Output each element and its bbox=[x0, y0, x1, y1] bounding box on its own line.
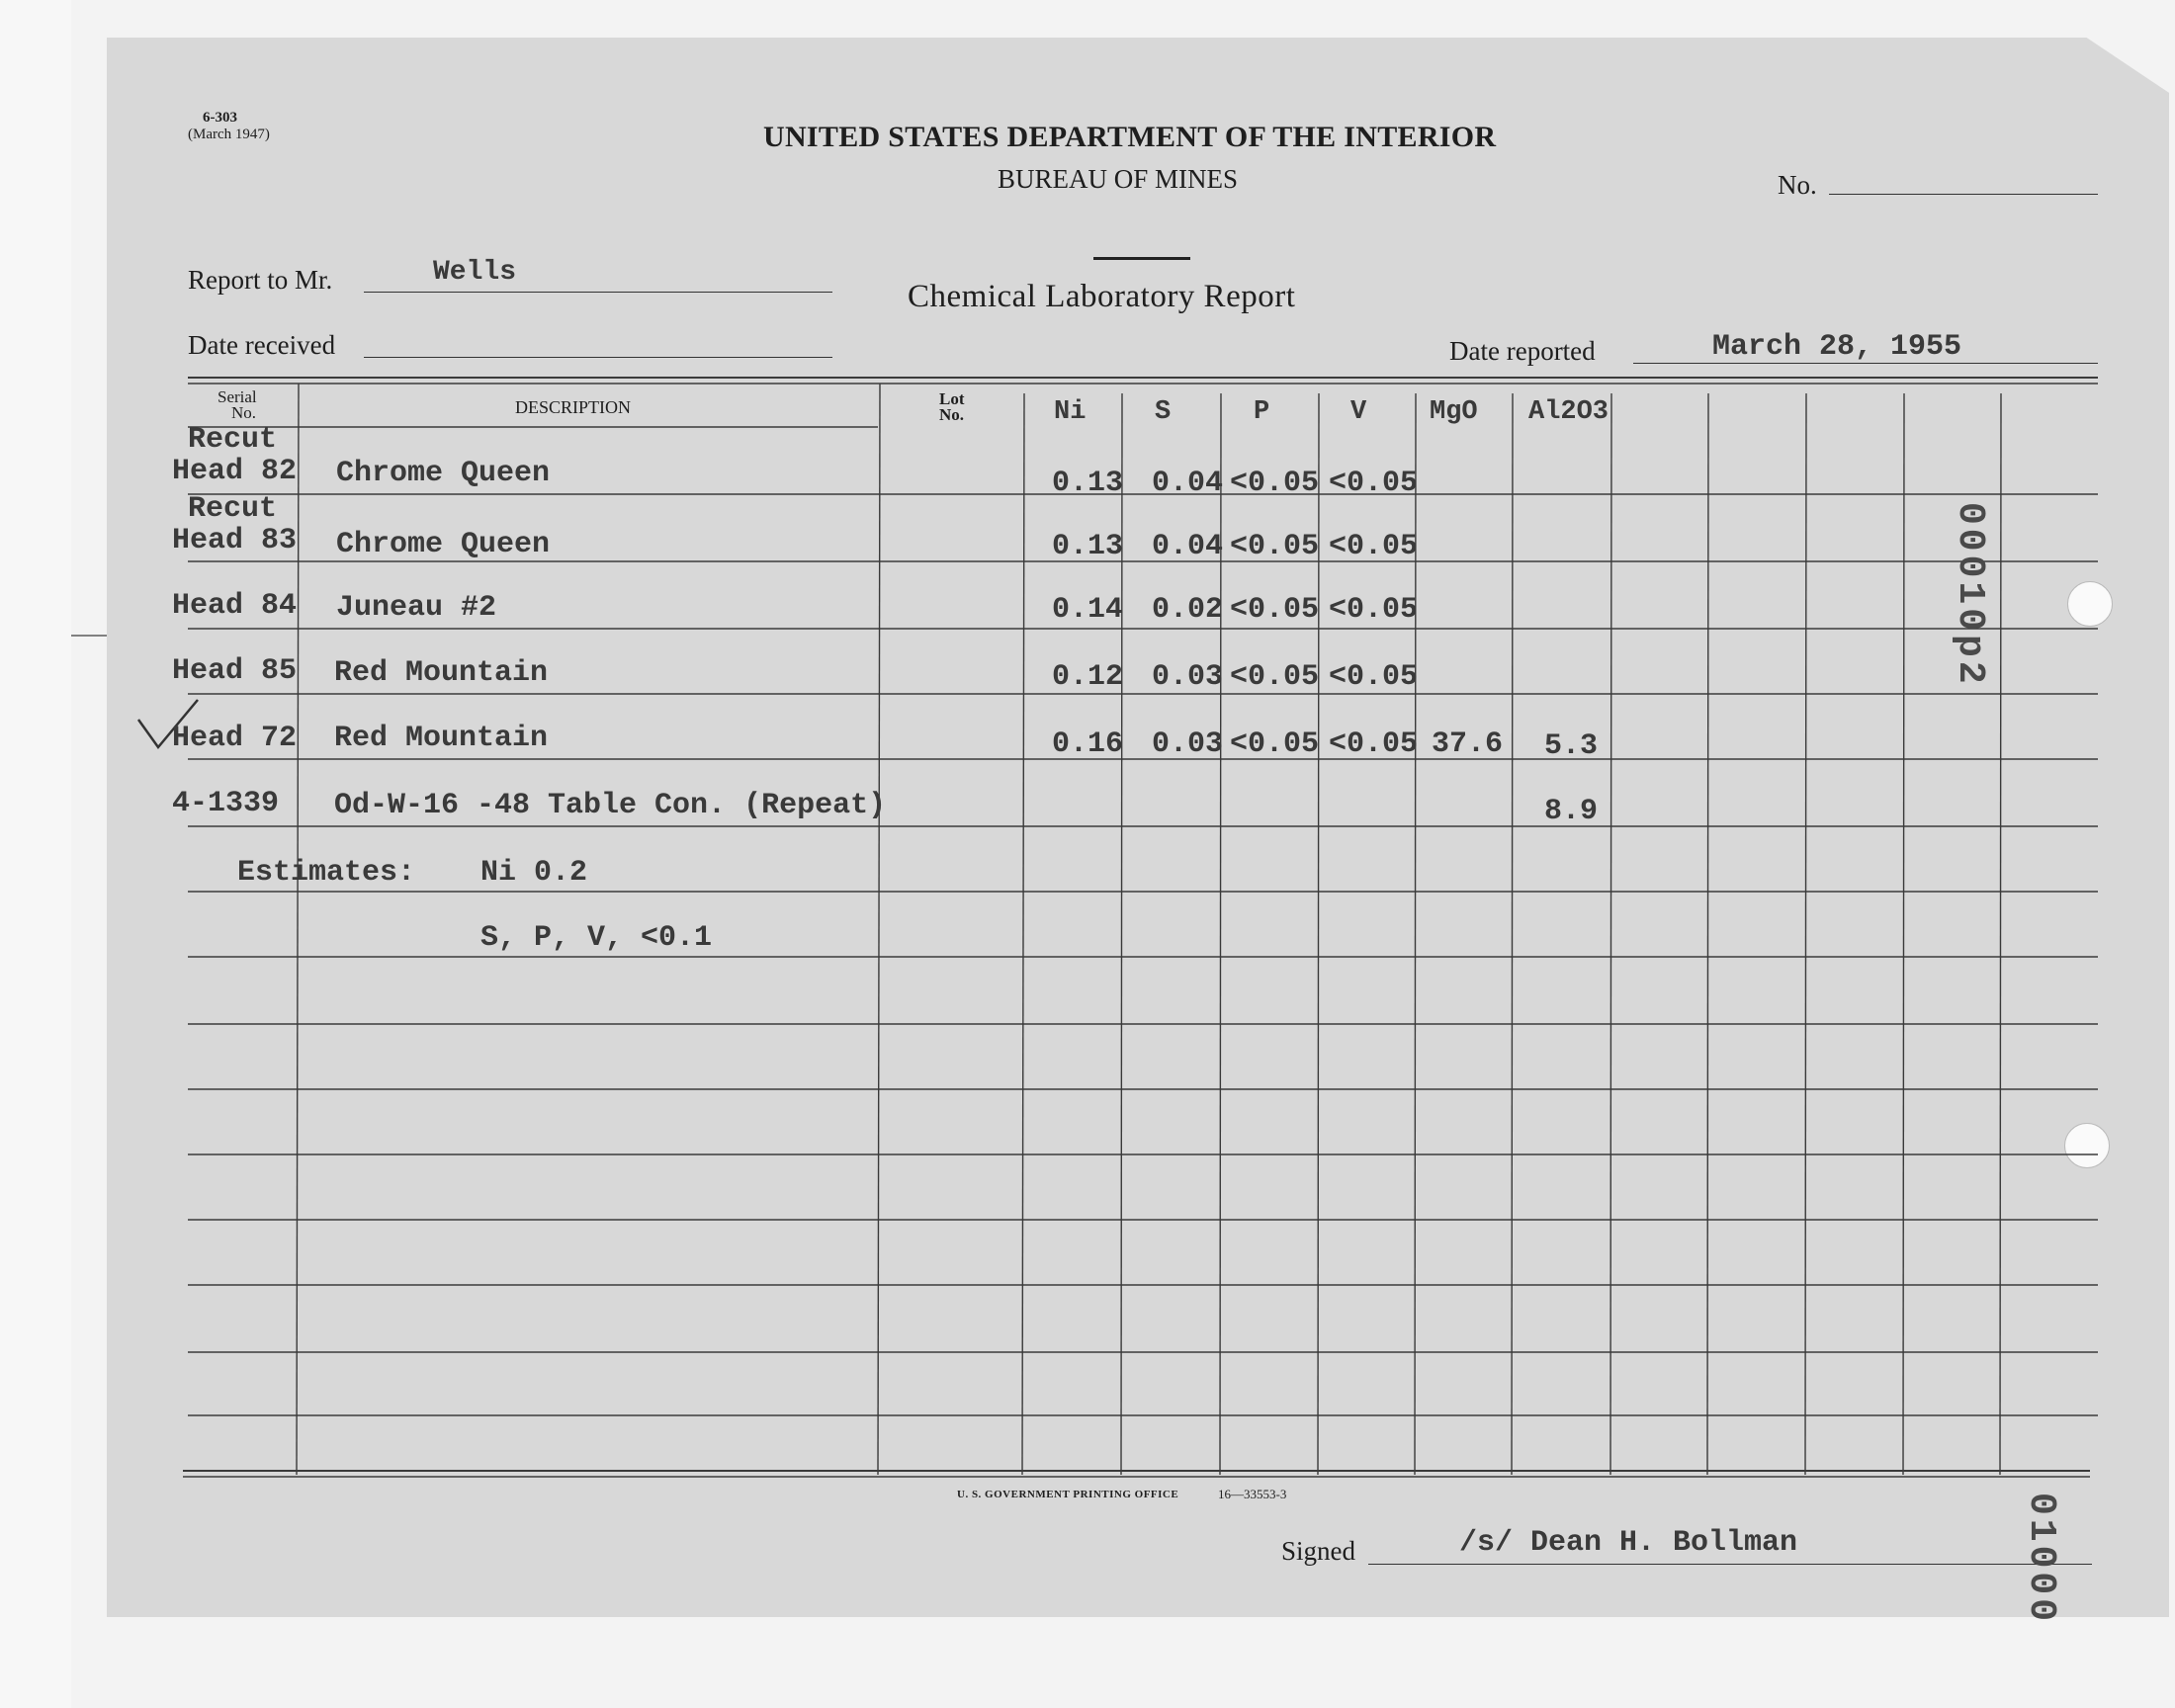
row-3-p: <0.05 bbox=[1230, 593, 1320, 627]
row-1-p: <0.05 bbox=[1230, 467, 1320, 500]
header-description: DESCRIPTION bbox=[515, 397, 632, 417]
estimates-spv: S, P, V, <0.1 bbox=[480, 921, 713, 955]
bottom-number-stamp: 01000 bbox=[2020, 1493, 2062, 1626]
row-2-ni: 0.13 bbox=[1052, 530, 1124, 563]
header-p: P bbox=[1254, 397, 1270, 427]
header-lot-2: No. bbox=[939, 405, 965, 424]
row-4-ni: 0.12 bbox=[1052, 660, 1124, 694]
form-number: 6-303 bbox=[203, 110, 237, 126]
row-5-serial: Head 72 bbox=[172, 722, 298, 755]
row-5-mgo: 37.6 bbox=[1432, 727, 1504, 761]
header-al2o3: Al2O3 bbox=[1528, 397, 1610, 427]
row-5-s: 0.03 bbox=[1152, 727, 1224, 761]
row-6-serial: 4-1339 bbox=[172, 787, 280, 820]
row-1-serial-top: Recut bbox=[188, 423, 278, 457]
header-v: V bbox=[1350, 397, 1367, 427]
report-title: Chemical Laboratory Report bbox=[908, 279, 1296, 314]
row-3-ni: 0.14 bbox=[1052, 593, 1124, 627]
row-5-ni: 0.16 bbox=[1052, 727, 1124, 761]
signed-line bbox=[1368, 1564, 2092, 1565]
row-4-s: 0.03 bbox=[1152, 660, 1224, 694]
row-1-v: <0.05 bbox=[1329, 467, 1419, 500]
number-label: No. bbox=[1778, 170, 1817, 200]
signed-label: Signed bbox=[1281, 1536, 1356, 1566]
bureau-heading: BUREAU OF MINES bbox=[998, 164, 1239, 194]
row-1-description: Chrome Queen bbox=[336, 457, 551, 490]
row-4-description: Red Mountain bbox=[334, 656, 549, 690]
row-1-s: 0.04 bbox=[1152, 467, 1224, 500]
estimates-ni: Ni 0.2 bbox=[480, 856, 588, 890]
row-6-description: Od-W-16 -48 Table Con. (Repeat) bbox=[334, 789, 887, 822]
report-to-value: Wells bbox=[433, 257, 517, 288]
row-3-serial: Head 84 bbox=[172, 589, 298, 623]
row-2-serial: Head 83 bbox=[172, 524, 298, 557]
row-5-al2o3: 5.3 bbox=[1544, 729, 1599, 763]
report-to-label: Report to Mr. bbox=[188, 265, 333, 295]
row-5-p: <0.05 bbox=[1230, 727, 1320, 761]
header-lot-1: Lot bbox=[939, 389, 965, 408]
row-2-p: <0.05 bbox=[1230, 530, 1320, 563]
date-reported-label: Date reported bbox=[1449, 336, 1596, 366]
row-2-serial-top: Recut bbox=[188, 492, 278, 526]
row-4-p: <0.05 bbox=[1230, 660, 1320, 694]
row-3-description: Juneau #2 bbox=[336, 591, 497, 625]
department-heading: UNITED STATES DEPARTMENT OF THE INTERIOR bbox=[763, 121, 1497, 153]
signed-value: /s/ Dean H. Bollman bbox=[1459, 1526, 1798, 1560]
row-2-v: <0.05 bbox=[1329, 530, 1419, 563]
row-4-v: <0.05 bbox=[1329, 660, 1419, 694]
printing-office: U. S. GOVERNMENT PRINTING OFFICE bbox=[957, 1489, 1179, 1500]
row-5-v: <0.05 bbox=[1329, 727, 1419, 761]
date-received-label: Date received bbox=[188, 330, 336, 360]
header-ni: Ni bbox=[1054, 397, 1087, 427]
header-mgo: MgO bbox=[1430, 397, 1478, 427]
row-4-serial: Head 85 bbox=[172, 654, 298, 688]
row-1-ni: 0.13 bbox=[1052, 467, 1124, 500]
row-6-al2o3: 8.9 bbox=[1544, 795, 1599, 828]
row-1-serial: Head 82 bbox=[172, 455, 298, 488]
form-date: (March 1947) bbox=[188, 127, 270, 142]
estimates-label: Estimates: bbox=[237, 856, 416, 890]
header-serial-2: No. bbox=[231, 403, 257, 422]
row-5-description: Red Mountain bbox=[334, 722, 549, 755]
row-3-v: <0.05 bbox=[1329, 593, 1419, 627]
row-2-description: Chrome Queen bbox=[336, 528, 551, 561]
print-code: 16—33553-3 bbox=[1218, 1487, 1287, 1501]
row-2-s: 0.04 bbox=[1152, 530, 1224, 563]
row-3-s: 0.02 bbox=[1152, 593, 1224, 627]
header-serial-1: Serial bbox=[218, 387, 257, 406]
date-reported-value: March 28, 1955 bbox=[1712, 330, 1962, 364]
header-s: S bbox=[1155, 397, 1172, 427]
side-number-stamp: 00010p2 bbox=[1949, 502, 1991, 688]
